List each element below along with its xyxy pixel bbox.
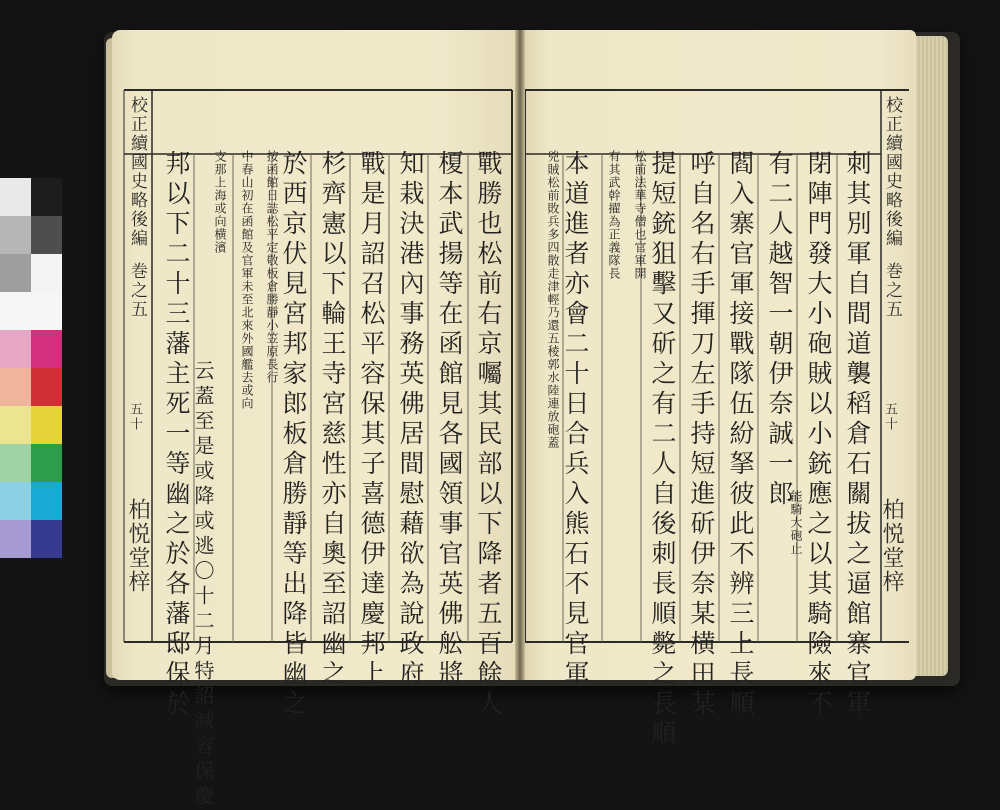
right-column-2: 閉陣門發大小砲賊以小銃應之以其騎險來不 <box>804 150 833 720</box>
color-swatch <box>0 520 31 558</box>
color-swatch <box>31 292 62 330</box>
left-margin-volume: 巻之五 <box>127 262 147 319</box>
right-column-4: 閻入寨官軍接戰隊伍紛拏彼此不辨三上長順 <box>726 150 755 720</box>
color-swatch <box>31 254 62 292</box>
right-margin-publisher: 柏悦堂梓 <box>879 498 904 594</box>
left-margin-title: 校正續國史略後編 <box>127 96 147 248</box>
left-column-5: 杉齊憲以下輪王寺宮慈性亦自奧至詔幽之 <box>318 150 347 690</box>
right-column-6: 提短銃狙擊又斫之有二人自後刺長順斃之長順 <box>648 150 677 750</box>
color-swatch <box>0 330 31 368</box>
color-swatch <box>31 368 62 406</box>
color-swatch <box>31 330 62 368</box>
left-column-2: 榎本武揚等在函館見各國領事官英佛舩將 <box>435 150 464 690</box>
right-column-1: 刺其別軍自間道襲稻倉石關拔之逼館寨官軍 <box>843 150 872 720</box>
color-swatch <box>0 368 31 406</box>
color-swatch <box>0 292 31 330</box>
color-swatch <box>31 482 62 520</box>
left-note-column-1: 按函館日誌松平定敬板倉勝靜小笠原長行 <box>265 150 279 384</box>
left-column-6: 於西京伏見宮邦家郎板倉勝靜等出降皆幽之 <box>279 150 308 720</box>
color-swatch <box>0 178 31 216</box>
left-margin-publisher: 柏悦堂梓 <box>125 498 150 594</box>
right-column-7: 本道進者亦會二十日合兵入熊石不見官軍 <box>561 150 590 690</box>
color-swatch <box>0 482 31 520</box>
color-swatch <box>0 406 31 444</box>
right-margin-title: 校正續國史略後編 <box>882 96 902 248</box>
right-note-column-1: 松前法華寺僧也官軍開 <box>633 150 647 280</box>
color-swatch <box>0 254 31 292</box>
color-swatch <box>31 406 62 444</box>
right-margin-leaf: 五十 <box>882 402 897 432</box>
right-note-column-3: 兇賊松前敗兵多四散走津輕乃還五稜郭水陸連放砲蓋 <box>546 150 560 449</box>
left-column-4: 戰是月詔召松平容保其子喜德伊達慶邦上 <box>357 150 386 690</box>
right-note-column-2: 有其武幹擢為正義隊長 <box>607 150 621 280</box>
left-column-1: 戰勝也松前右京囑其民部以下降者五百餘人 <box>474 150 503 720</box>
color-swatch <box>31 216 62 254</box>
color-swatch <box>0 216 31 254</box>
color-swatch <box>0 444 31 482</box>
book-gutter <box>515 30 525 680</box>
color-swatch <box>31 520 62 558</box>
right-column-3: 有二人越智一朝伊奈誠一郎 <box>765 150 794 510</box>
right-note-column-4: 能騎大砲止 <box>789 490 803 555</box>
right-column-5: 呼自名右手揮刀左手持短進斫伊奈某横田某 <box>687 150 716 720</box>
color-swatch <box>31 178 62 216</box>
left-margin-leaf: 五十 <box>127 402 142 432</box>
color-swatch <box>31 444 62 482</box>
right-margin-volume: 巻之五 <box>882 262 902 319</box>
left-note-column-2: 中春山初在函館及官軍未至北來外國艦去或向 <box>240 150 254 410</box>
left-column-7: 云蓋至是或降或逃〇十二月特詔減容保慶 <box>191 360 215 810</box>
color-calibration-chart <box>0 178 62 523</box>
left-column-3: 知栽決港內事務英佛居間慰藉欲為說政府 <box>396 150 425 690</box>
left-note-column-3: 支那上海或向横濱 <box>213 150 227 254</box>
left-column-8: 邦以下二十三藩主死一等幽之於各藩邸保於 <box>162 150 191 720</box>
